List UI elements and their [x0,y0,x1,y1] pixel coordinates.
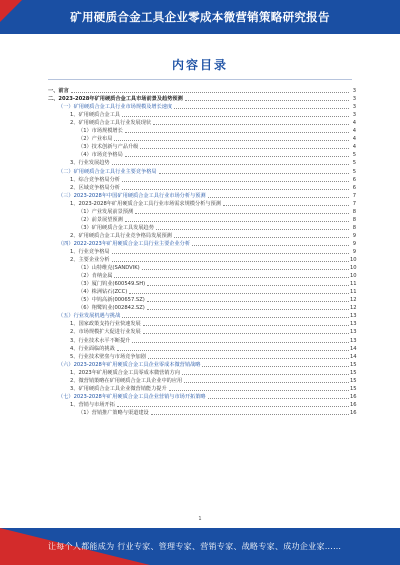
toc-entry-label: （一）矿用硬质合金工具行业市场规模及增长速度 [58,104,173,111]
toc-entry[interactable] [48,247,356,255]
toc-entry-label: （6）翔鹭钨业(002842.SZ) [78,305,145,312]
toc-entry-label: （4）株洲钻石(ZCC) [78,289,128,296]
toc-entry[interactable] [48,231,356,239]
toc-entry[interactable] [48,134,356,142]
toc-leader-dots [143,333,349,334]
toc-entry-label: 2、市场规模扩大促进行业发展 [70,329,141,336]
toc-leader-dots [153,124,349,125]
toc-entry-label: 3、行业发展趋势 [70,160,110,167]
toc-entry-page: 4 [352,136,356,143]
toc-entry-page: 7 [352,200,356,207]
toc-entry[interactable] [48,344,356,352]
toc-entry-label: （4）市场竞争格局 [78,152,123,159]
toc-entry-page: 11 [350,289,357,296]
toc-leader-dots [147,309,349,310]
toc-entry-label: 1、行业竞争格局 [70,248,110,255]
toc-entry-page: 5 [352,168,356,175]
toc-leader-dots [208,197,349,198]
report-footer [0,528,400,565]
toc-leader-dots [122,116,349,117]
toc-entry-page: 4 [352,128,356,135]
toc-entry-label: （五）行业发展机遇与挑战 [58,313,121,320]
toc-entry[interactable] [48,118,356,126]
toc-entry-label: 2、矿用硬质合金工具行业发展现状 [70,120,152,127]
toc-leader-dots [71,92,349,93]
toc-entry-label: 1、营销与市场开拓 [70,401,115,408]
toc-entry-label: （1）产业发展前景预测 [78,208,134,215]
toc-leader-dots [147,285,349,286]
toc-entry-page: 3 [352,104,356,111]
toc-entry-page: 15 [350,385,357,392]
toc-leader-dots [122,181,349,182]
toc-leader-dots [125,221,349,222]
toc-leader-dots [174,108,349,109]
toc-entry-page: 13 [350,321,357,328]
toc-entry-label: （1）山特维克(SANDVIK) [78,265,140,272]
toc-leader-dots [117,406,349,407]
toc-entry-label: 二、2023-2028年矿用硬质合金工具市场前景及趋势预测 [48,96,183,103]
toc-entry-label: （六）2023-2028年矿用硬质合金工具企业零成本微营销战略 [58,361,201,368]
toc-entry-page: 11 [350,281,357,288]
toc-entry-label: （2）肯纳金属 [78,273,113,280]
toc-entry-label: 5、行业技术壁垒与市场竞争加剧 [70,353,146,360]
toc-entry[interactable] [48,110,356,118]
toc-leader-dots [208,398,349,399]
toc-leader-dots [112,261,349,262]
toc-leader-dots [112,253,349,254]
toc-entry-label: （1）市场规模增长 [78,128,123,135]
toc-leader-dots [156,229,349,230]
toc-leader-dots [182,374,349,375]
toc-entry[interactable] [48,368,356,376]
toc-entry[interactable] [48,311,356,319]
toc-entry[interactable] [48,327,356,335]
toc-entry-page: 13 [350,313,357,320]
toc-entry-page: 10 [350,273,357,280]
footer-slogan: 让每个人都能成为 行业专家、管理专家、营销专家、战略专家、成功企业家…… [48,542,342,551]
toc-entry[interactable] [48,207,356,215]
toc-entry[interactable] [48,86,356,94]
toc-entry-page: 4 [352,120,356,127]
toc-entry-page: 10 [350,265,357,272]
toc-entry-page: 9 [352,240,356,247]
toc-entry-page: 16 [350,393,357,400]
toc-entry-page: 4 [352,144,356,151]
toc-entry-label: 1、综合竞争格局分析 [70,176,120,183]
toc-entry[interactable] [48,223,356,231]
toc-entry-page: 10 [350,257,357,264]
toc-leader-dots [184,382,349,383]
toc-entry-page: 8 [352,216,356,223]
toc-entry[interactable] [48,175,356,183]
toc-entry-label: （2）产业布局 [78,136,113,143]
header-red-corner [0,0,22,22]
toc-entry-page: 15 [350,369,357,376]
toc-leader-dots [114,277,349,278]
toc-entry-label: 1、2023-2028年矿用硬质合金工具行业市场需求规模分析与预测 [70,200,221,207]
toc-entry-page: 5 [352,160,356,167]
toc-leader-dots [132,342,349,343]
toc-leader-dots [140,148,349,149]
toc-entry[interactable] [48,94,356,102]
toc-entry[interactable] [48,352,356,360]
toc-leader-dots [117,350,349,351]
toc-leader-dots [125,156,349,157]
toc-leader-dots [192,245,349,246]
toc-entry-page: 9 [352,248,356,255]
toc-leader-dots [129,293,349,294]
toc-leader-dots [185,100,349,101]
toc-entry-label: （1）营销推广策略与渠道建设 [78,409,149,416]
toc-entry-page: 6 [352,184,356,191]
toc-entry[interactable] [48,392,356,400]
toc-entry[interactable] [48,158,356,166]
toc-entry[interactable] [48,408,356,416]
toc-entry[interactable] [48,191,356,199]
toc-entry[interactable] [48,183,356,191]
toc-entry-page: 8 [352,224,356,231]
toc-entry-page: 9 [352,232,356,239]
toc-entry[interactable] [48,295,356,303]
toc-entry[interactable] [48,287,356,295]
toc-leader-dots [174,237,349,238]
toc-entry[interactable] [48,319,356,327]
toc-entry[interactable] [48,239,356,247]
toc-entry[interactable] [48,400,356,408]
toc-entry[interactable] [48,255,356,263]
toc-leader-dots [125,132,349,133]
toc-entry-page: 6 [352,176,356,183]
toc-entry-page: 15 [350,377,357,384]
toc-leader-dots [112,164,349,165]
toc-entry-label: 2、微营销策略在矿用硬质合金工具企业中的应用 [70,377,183,384]
table-of-contents [48,86,356,416]
toc-entry-label: （3）厦门钨业(600549.SH) [78,281,146,288]
heading-divider [48,79,352,80]
toc-leader-dots [151,414,349,415]
toc-entry-page: 3 [352,96,356,103]
toc-entry[interactable] [48,150,356,158]
toc-entry-label: 4、行业面临的挑战 [70,345,115,352]
toc-heading: 内容目录 [171,58,228,72]
toc-entry-page: 13 [350,337,357,344]
toc-leader-dots [143,325,349,326]
toc-leader-dots [169,390,349,391]
toc-entry[interactable] [48,303,356,311]
toc-entry[interactable] [48,199,356,207]
toc-entry-label: 2、主要企业分析 [70,257,110,264]
toc-entry-page: 16 [350,409,357,416]
toc-entry-page: 12 [350,305,357,312]
toc-entry-page: 16 [350,401,357,408]
toc-entry[interactable] [48,215,356,223]
toc-leader-dots [122,189,349,190]
toc-entry-label: 1、国家政策支持行业快速发展 [70,321,141,328]
toc-entry-page: 13 [350,329,357,336]
toc-entry-label: （3）技术创新与产品升级 [78,144,139,151]
toc-leader-dots [159,173,349,174]
toc-entry[interactable] [48,279,356,287]
toc-entry-page: 5 [352,152,356,159]
toc-entry-page: 15 [350,361,357,368]
page-number: 1 [198,516,202,522]
report-title: 矿用硬质合金工具企业零成本微营销策略研究报告 [70,10,330,24]
toc-entry-label: （2）前景展望预测 [78,216,123,223]
toc-entry-page: 14 [350,353,357,360]
toc-leader-dots [202,366,349,367]
toc-entry-label: 1、矿用硬质合金工具 [70,112,120,119]
toc-entry-label: 2、区域竞争格局分析 [70,184,120,191]
toc-entry-label: （四）2022-2023年矿用硬质合金工具行业主要企业分析 [58,240,191,247]
toc-leader-dots [147,301,349,302]
toc-leader-dots [122,317,349,318]
toc-entry[interactable] [48,376,356,384]
toc-entry[interactable] [48,142,356,150]
toc-entry-page: 3 [352,112,356,119]
toc-leader-dots [223,205,349,206]
toc-entry[interactable] [48,335,356,343]
toc-entry-label: 3、行业技术水平不断提升 [70,337,131,344]
toc-entry-page: 12 [350,297,357,304]
toc-entry[interactable] [48,166,356,174]
toc-leader-dots [148,358,349,359]
toc-leader-dots [114,140,349,141]
toc-leader-dots [142,269,349,270]
toc-entry-label: （三）2023-2028年中国矿用硬质合金工具行业市场分析与预测 [58,192,206,199]
toc-entry[interactable] [48,271,356,279]
toc-entry[interactable] [48,263,356,271]
toc-entry-label: 3、矿用硬质合金工具企业微营销能力提升 [70,385,167,392]
toc-entry-label: （七）2023-2028年矿用硬质合金工具企业营销与市场开拓策略 [58,393,206,400]
report-header [0,0,400,34]
toc-entry-page: 8 [352,208,356,215]
toc-entry-label: （5）中钨高新(000657.SZ) [78,297,145,304]
toc-entry[interactable] [48,360,356,368]
toc-entry-page: 3 [352,88,356,95]
toc-entry-page: 14 [350,345,357,352]
toc-entry-label: 1、2023年矿用硬质合金工具零成本微营销方向 [70,369,180,376]
toc-entry[interactable] [48,126,356,134]
toc-entry-label: （3）矿用硬质合金工具发展趋势 [78,224,154,231]
toc-entry-page: 7 [352,192,356,199]
toc-entry-label: （二）矿用硬质合金工具行业主要竞争格局 [58,168,157,175]
toc-entry[interactable] [48,102,356,110]
toc-entry[interactable] [48,384,356,392]
toc-entry-label: 2、矿用硬质合金工具行业竞争格局发展预测 [70,232,172,239]
toc-leader-dots [135,213,349,214]
toc-entry-label: 一、前言 [48,88,69,95]
